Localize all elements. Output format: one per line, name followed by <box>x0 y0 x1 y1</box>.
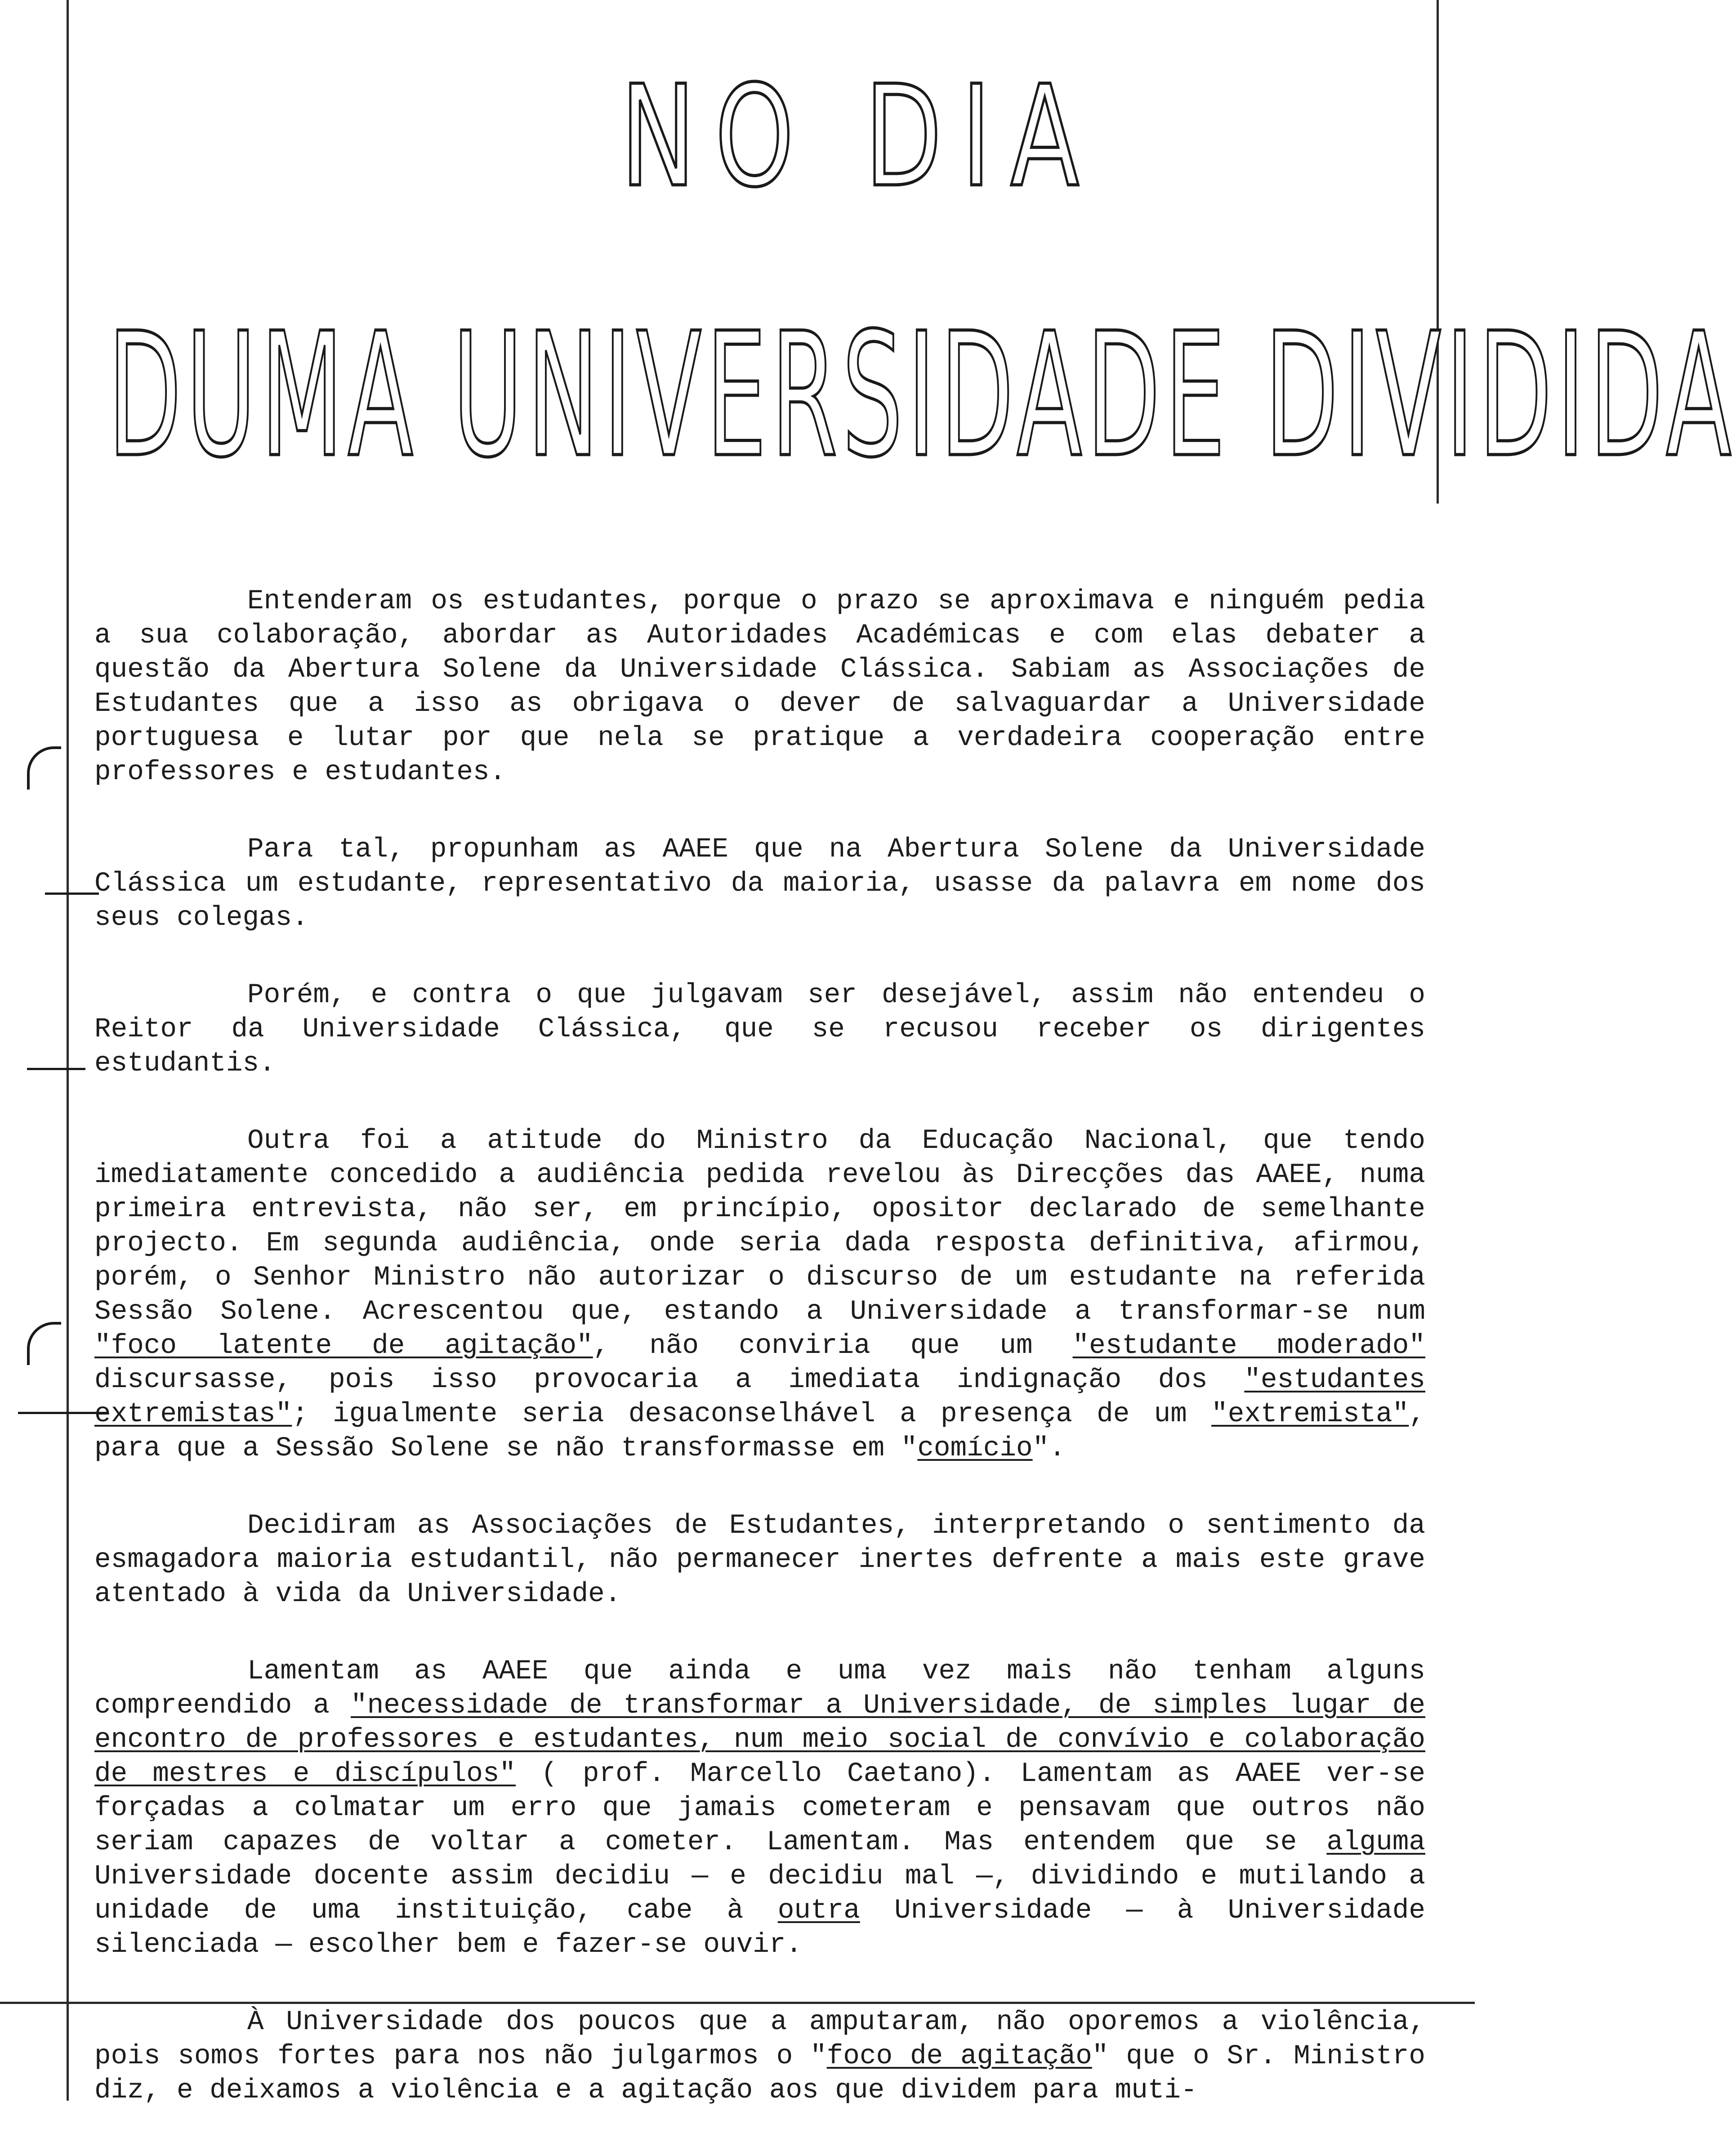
paragraph <box>94 2005 1425 2108</box>
text-run: Universidade docente assim decidiu — e decidiu mal —, dividindo e mutilando a unidade de uma instituição, cabe à <box>94 1861 1425 1926</box>
paragraph <box>94 833 1425 935</box>
underlined-phrase: "necessidade de transformar a Universidade, de simples lugar de encontro de professores e estudantes, num meio social de convívio e colaboração de mestres e discípulos" <box>94 1690 1425 1790</box>
body-text <box>94 585 1425 2151</box>
margin-bracket-mark <box>27 746 61 790</box>
text-run: ( prof. Marcello Caetano). Lamentam as AAEE ver-se forçadas a colmatar um erro que jamais cometeram e pensavam que outros não seriam capazes de voltar a cometer. Lamentam. Mas entendem que se <box>94 1758 1426 1858</box>
text-run: Decidiram as Associações de Estudantes, interpretando o sentimento da esmagadora maioria estudantil, não permanecer inertes defrente a mais este grave atentado à vida da Universidade. <box>94 1510 1425 1610</box>
text-run: , não conviria que um <box>593 1330 1073 1361</box>
margin-bracket-mark <box>27 1322 61 1365</box>
text-run: Universidade — à Universidade silenciada — escolher bem e fazer-se ouvir. <box>94 1895 1425 1960</box>
margin-tick-mark <box>27 1068 85 1070</box>
text-run: Lamentam as AAEE que ainda e uma vez mais não tenham alguns compreendido a <box>94 1656 1425 1721</box>
underlined-phrase: "extremista" <box>1211 1399 1409 1430</box>
margin-tick-mark <box>45 893 99 895</box>
title-line-2: DUMA UNIVERSIDADE DIVIDIDA <box>108 296 1736 495</box>
paragraph <box>94 1509 1425 1611</box>
text-run: Para tal, propunham as AAEE que na Abertura Solene da Universidade Clássica um estudante, representativo da maioria, usasse da palavra em nome dos seus colegas. <box>94 834 1425 933</box>
text-run: Entenderam os estudantes, porque o prazo se aproximava e ninguém pedia a sua colaboração, abordar as Autoridades Académicas e com elas debater a questão da Abertura Solene da Universidade Clássica. Sabiam as Associações de Estudantes que a isso as obrigava o dever de salvaguardar a Universidade portuguesa e lutar por que nela se pratique a verdadeira cooperação entre professores e estudantes. <box>94 586 1425 788</box>
underlined-phrase: "estudantes extremistas" <box>94 1365 1425 1430</box>
text-run: " que o Sr. Ministro diz, e deixamos a violência e a agitação aos que dividem para muti- <box>94 2041 1425 2106</box>
title-line-1: NO DIA <box>620 56 1099 218</box>
text-run: Porém, e contra o que julgavam ser desejável, assim não entendeu o Reitor da Universidade Clássica, que se recusou receber os dirigentes estudantis. <box>94 980 1425 1079</box>
underlined-phrase: comício <box>917 1433 1033 1464</box>
text-run: À Universidade dos poucos que a amputaram, não oporemos a violência, pois somos fortes para nos não julgarmos o " <box>94 2007 1425 2072</box>
underlined-phrase: "foco latente de agitação" <box>94 1330 593 1361</box>
paragraph <box>94 1124 1425 1466</box>
left-margin-rule <box>67 0 69 2101</box>
text-run: Outra foi a atitude do Ministro da Educação Nacional, que tendo imediatamente concedido a audiência pedida revelou às Direcções das AAEE, numa primeira entrevista, não ser, em princípio, opositor declarado de semelhante projecto. Em segunda audiência, onde seria dada resposta definitiva, afirmou, porém, o Senhor Ministro não autorizar o discurso de um estudante na referida Sessão Solene. Acrescentou que, estando a Universidade a transformar-se num <box>94 1125 1425 1327</box>
paragraph <box>94 1655 1425 1962</box>
underlined-phrase: outra <box>777 1895 860 1926</box>
underlined-phrase: "estudante moderado" <box>1072 1330 1425 1361</box>
paragraph <box>94 978 1425 1081</box>
paragraph <box>94 585 1425 790</box>
text-run: ; igualmente seria desaconselhável a presença de um <box>292 1399 1212 1430</box>
text-run: discursasse, pois isso provocaria a imediata indignação dos <box>94 1365 1245 1396</box>
underlined-phrase: alguma <box>1326 1827 1425 1858</box>
text-run: , para que a Sessão Solene se não transformasse em " <box>94 1399 1425 1464</box>
underlined-phrase: foco de agitação <box>826 2041 1092 2072</box>
text-run: ". <box>1032 1433 1066 1464</box>
